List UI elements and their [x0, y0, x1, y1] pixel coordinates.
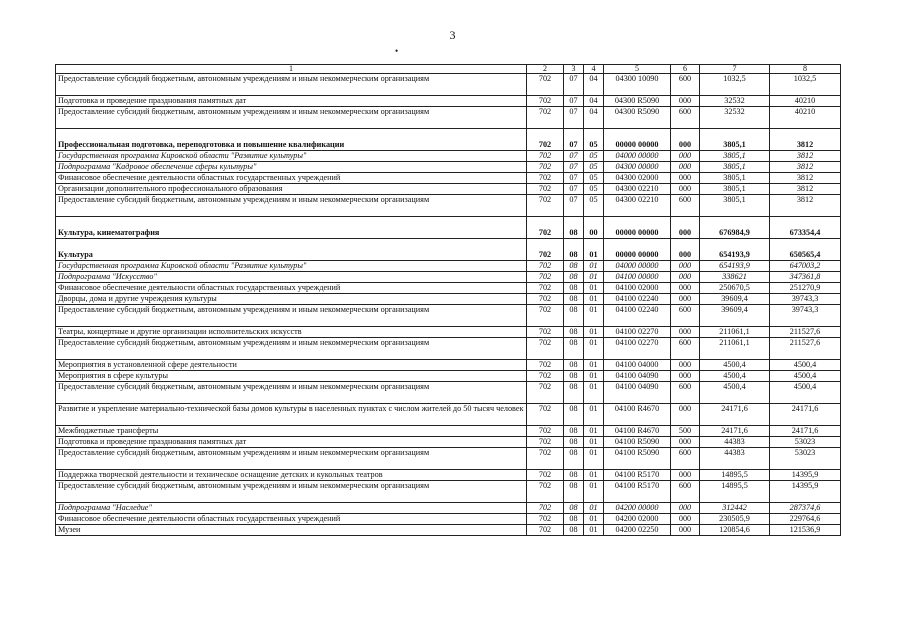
row-name: Музеи: [56, 525, 527, 536]
cell-ministry: 702: [527, 184, 564, 195]
cell-ministry: 702: [527, 173, 564, 184]
cell-expense-type: 600: [671, 382, 700, 404]
cell-target-article: 04100 02270: [604, 327, 671, 338]
row-name: Предоставление субсидий бюджетным, автономным учреждениям и иным некоммерческим организациям: [56, 382, 527, 404]
cell-target-article: 04100 04000: [604, 360, 671, 371]
cell-amount-year1: 44383: [700, 448, 770, 470]
cell-ministry: 702: [527, 283, 564, 294]
table-row: [56, 217, 841, 239]
row-name: Культура, кинематография: [56, 217, 527, 239]
cell-target-article: 04000 00000: [604, 261, 671, 272]
cell-amount-year1: 3805,1: [700, 173, 770, 184]
cell-ministry: 702: [527, 239, 564, 261]
cell-ministry: 702: [527, 503, 564, 514]
cell-ministry: 702: [527, 327, 564, 338]
cell-subsection: 01: [584, 239, 604, 261]
row-name: Предоставление субсидий бюджетным, автономным учреждениям и иным некоммерческим организациям: [56, 448, 527, 470]
cell-amount-year1: 3805,1: [700, 184, 770, 195]
cell-ministry: 702: [527, 525, 564, 536]
cell-ministry: 702: [527, 217, 564, 239]
cell-amount-year2: 229764,6: [770, 514, 841, 525]
cell-amount-year2: 121536,9: [770, 525, 841, 536]
row-name: Подпрограмма "Кадровое обеспечение сферы культуры": [56, 162, 527, 173]
cell-subsection: 01: [584, 470, 604, 481]
cell-target-article: 00000 00000: [604, 129, 671, 151]
table-row: [56, 338, 841, 360]
cell-amount-year2: 4500,4: [770, 360, 841, 371]
cell-section: 08: [564, 272, 584, 283]
cell-target-article: 04100 02000: [604, 283, 671, 294]
table-row: [56, 360, 841, 371]
cell-section: 08: [564, 448, 584, 470]
cell-expense-type: 600: [671, 338, 700, 360]
cell-target-article: 04100 00000: [604, 272, 671, 283]
cell-target-article: 04100 02240: [604, 305, 671, 327]
cell-ministry: 702: [527, 382, 564, 404]
header-cell: 5: [604, 65, 671, 74]
cell-subsection: 05: [584, 173, 604, 184]
cell-target-article: 04300 10090: [604, 74, 671, 96]
cell-expense-type: 000: [671, 404, 700, 426]
cell-expense-type: 000: [671, 503, 700, 514]
cell-subsection: 04: [584, 96, 604, 107]
cell-section: 08: [564, 382, 584, 404]
cell-section: 08: [564, 371, 584, 382]
cell-target-article: 00000 00000: [604, 239, 671, 261]
cell-expense-type: 000: [671, 96, 700, 107]
cell-target-article: 04300 R5090: [604, 107, 671, 129]
table-row: [56, 481, 841, 503]
cell-amount-year2: 251270,9: [770, 283, 841, 294]
cell-subsection: 01: [584, 503, 604, 514]
table-row: [56, 503, 841, 514]
page-number: 3: [449, 28, 456, 42]
cell-amount-year1: 654193,9: [700, 261, 770, 272]
cell-section: 07: [564, 129, 584, 151]
budget-table: [55, 64, 841, 536]
cell-amount-year2: 40210: [770, 96, 841, 107]
cell-target-article: 00000 00000: [604, 217, 671, 239]
table-row: [56, 283, 841, 294]
cell-amount-year1: 654193,9: [700, 239, 770, 261]
table-row: [56, 327, 841, 338]
cell-target-article: 04100 R5090: [604, 437, 671, 448]
cell-subsection: 01: [584, 382, 604, 404]
row-name: Мероприятия в установленной сфере деятельности: [56, 360, 527, 371]
cell-section: 07: [564, 74, 584, 96]
cell-target-article: 04100 02270: [604, 338, 671, 360]
cell-subsection: 01: [584, 272, 604, 283]
cell-ministry: 702: [527, 404, 564, 426]
cell-amount-year2: 3812: [770, 129, 841, 151]
cell-amount-year1: 44383: [700, 437, 770, 448]
cell-subsection: 05: [584, 162, 604, 173]
cell-amount-year1: 4500,4: [700, 382, 770, 404]
cell-amount-year1: 32532: [700, 96, 770, 107]
table-row: [56, 74, 841, 96]
cell-section: 08: [564, 481, 584, 503]
cell-target-article: 04300 00000: [604, 162, 671, 173]
cell-section: 08: [564, 305, 584, 327]
cell-expense-type: 600: [671, 448, 700, 470]
cell-expense-type: 000: [671, 184, 700, 195]
cell-amount-year2: 53023: [770, 437, 841, 448]
cell-amount-year1: 3805,1: [700, 151, 770, 162]
cell-target-article: 04100 04090: [604, 382, 671, 404]
cell-amount-year1: 24171,6: [700, 404, 770, 426]
cell-amount-year2: 14395,9: [770, 470, 841, 481]
cell-ministry: 702: [527, 426, 564, 437]
cell-amount-year2: 53023: [770, 448, 841, 470]
cell-expense-type: 000: [671, 151, 700, 162]
cell-target-article: 04100 R4670: [604, 404, 671, 426]
cell-ministry: 702: [527, 437, 564, 448]
cell-section: 08: [564, 283, 584, 294]
row-name: Предоставление субсидий бюджетным, автономным учреждениям и иным некоммерческим организациям: [56, 481, 527, 503]
cell-amount-year1: 1032,5: [700, 74, 770, 96]
cell-section: 08: [564, 327, 584, 338]
cell-amount-year2: 3812: [770, 173, 841, 184]
cell-target-article: 04300 02210: [604, 195, 671, 217]
cell-subsection: 05: [584, 184, 604, 195]
table-row: [56, 470, 841, 481]
cell-section: 07: [564, 107, 584, 129]
cell-ministry: 702: [527, 371, 564, 382]
cell-expense-type: 000: [671, 327, 700, 338]
cell-expense-type: 000: [671, 437, 700, 448]
cell-amount-year2: 3812: [770, 195, 841, 217]
cell-section: 07: [564, 195, 584, 217]
cell-expense-type: 000: [671, 217, 700, 239]
cell-subsection: 04: [584, 107, 604, 129]
cell-subsection: 01: [584, 294, 604, 305]
cell-amount-year2: 24171,6: [770, 426, 841, 437]
header-cell: 1: [56, 65, 527, 74]
cell-expense-type: 000: [671, 239, 700, 261]
cell-amount-year2: 3812: [770, 184, 841, 195]
cell-expense-type: 600: [671, 74, 700, 96]
cell-subsection: 01: [584, 327, 604, 338]
cell-target-article: 04300 02210: [604, 184, 671, 195]
cell-ministry: 702: [527, 96, 564, 107]
cell-amount-year1: 312442: [700, 503, 770, 514]
cell-amount-year2: 4500,4: [770, 371, 841, 382]
cell-ministry: 702: [527, 448, 564, 470]
table-row: [56, 239, 841, 261]
cell-amount-year1: 39609,4: [700, 305, 770, 327]
table-row: [56, 294, 841, 305]
table-row: [56, 305, 841, 327]
cell-section: 07: [564, 173, 584, 184]
cell-expense-type: 000: [671, 360, 700, 371]
row-name: Культура: [56, 239, 527, 261]
cell-target-article: 04100 R5170: [604, 470, 671, 481]
cell-expense-type: 000: [671, 162, 700, 173]
header-cell: 6: [671, 65, 700, 74]
cell-expense-type: 500: [671, 426, 700, 437]
cell-amount-year2: 39743,3: [770, 294, 841, 305]
cell-amount-year1: 250670,5: [700, 283, 770, 294]
row-name: Межбюджетные трансферты: [56, 426, 527, 437]
cell-amount-year1: 3805,1: [700, 129, 770, 151]
cell-amount-year1: 3805,1: [700, 195, 770, 217]
table-row: [56, 514, 841, 525]
cell-expense-type: 600: [671, 195, 700, 217]
row-name: Подпрограмма "Наследие": [56, 503, 527, 514]
cell-amount-year2: 24171,6: [770, 404, 841, 426]
cell-amount-year1: 14895,5: [700, 470, 770, 481]
cell-ministry: 702: [527, 261, 564, 272]
cell-section: 07: [564, 162, 584, 173]
cell-target-article: 04200 02250: [604, 525, 671, 536]
cell-subsection: 01: [584, 371, 604, 382]
cell-subsection: 01: [584, 360, 604, 371]
cell-subsection: 01: [584, 525, 604, 536]
table-row: [56, 272, 841, 283]
cell-expense-type: 600: [671, 481, 700, 503]
row-name: Подготовка и проведение празднования памятных дат: [56, 437, 527, 448]
table-body: [56, 74, 841, 536]
cell-expense-type: 000: [671, 294, 700, 305]
cell-subsection: 05: [584, 195, 604, 217]
row-name: Поддержка творческой деятельности и техническое оснащение детских и кукольных театров: [56, 470, 527, 481]
row-name: Мероприятия в сфере культуры: [56, 371, 527, 382]
cell-ministry: 702: [527, 305, 564, 327]
cell-section: 08: [564, 360, 584, 371]
table-row: [56, 448, 841, 470]
cell-ministry: 702: [527, 195, 564, 217]
row-name: Предоставление субсидий бюджетным, автономным учреждениям и иным некоммерческим организациям: [56, 107, 527, 129]
table-row: [56, 107, 841, 129]
cell-amount-year2: 3812: [770, 151, 841, 162]
table-row: [56, 525, 841, 536]
cell-section: 07: [564, 184, 584, 195]
row-name: Подготовка и проведение празднования памятных дат: [56, 96, 527, 107]
table-row: [56, 404, 841, 426]
cell-subsection: 01: [584, 261, 604, 272]
cell-ministry: 702: [527, 481, 564, 503]
cell-amount-year1: 4500,4: [700, 360, 770, 371]
cell-section: 07: [564, 96, 584, 107]
cell-section: 08: [564, 217, 584, 239]
cell-amount-year2: 647003,2: [770, 261, 841, 272]
cell-amount-year1: 211061,1: [700, 338, 770, 360]
cell-ministry: 702: [527, 129, 564, 151]
cell-ministry: 702: [527, 338, 564, 360]
cell-target-article: 04200 02000: [604, 514, 671, 525]
header-cell: 4: [584, 65, 604, 74]
cell-expense-type: 000: [671, 272, 700, 283]
table-row: [56, 162, 841, 173]
cell-section: 08: [564, 470, 584, 481]
cell-subsection: 01: [584, 481, 604, 503]
cell-subsection: 00: [584, 217, 604, 239]
row-name: Финансовое обеспечение деятельности областных государственных учреждений: [56, 173, 527, 184]
table-row: [56, 195, 841, 217]
cell-ministry: 702: [527, 294, 564, 305]
cell-amount-year1: 14895,5: [700, 481, 770, 503]
cell-section: 08: [564, 437, 584, 448]
cell-ministry: 702: [527, 107, 564, 129]
cell-section: 08: [564, 404, 584, 426]
cell-target-article: 04100 04090: [604, 371, 671, 382]
cell-section: 08: [564, 514, 584, 525]
cell-amount-year2: 211527,6: [770, 338, 841, 360]
cell-amount-year2: 3812: [770, 162, 841, 173]
cell-subsection: 01: [584, 305, 604, 327]
cell-target-article: 04000 00000: [604, 151, 671, 162]
cell-expense-type: 000: [671, 261, 700, 272]
row-name: Предоставление субсидий бюджетным, автономным учреждениям и иным некоммерческим организациям: [56, 74, 527, 96]
cell-ministry: 702: [527, 470, 564, 481]
scan-mark: •: [395, 46, 399, 56]
cell-amount-year2: 211527,6: [770, 327, 841, 338]
cell-target-article: 04100 02240: [604, 294, 671, 305]
table-row: [56, 426, 841, 437]
header-row: [56, 65, 841, 74]
cell-expense-type: 000: [671, 129, 700, 151]
cell-expense-type: 000: [671, 470, 700, 481]
cell-target-article: 04300 R5090: [604, 96, 671, 107]
cell-subsection: 01: [584, 404, 604, 426]
cell-subsection: 01: [584, 448, 604, 470]
row-name: Государственная программа Кировской области "Развитие культуры": [56, 261, 527, 272]
cell-section: 08: [564, 294, 584, 305]
cell-amount-year1: 4500,4: [700, 371, 770, 382]
row-name: Государственная программа Кировской области "Развитие культуры": [56, 151, 527, 162]
row-name: Дворцы, дома и другие учреждения культуры: [56, 294, 527, 305]
table-row: [56, 184, 841, 195]
cell-expense-type: 000: [671, 525, 700, 536]
cell-section: 08: [564, 503, 584, 514]
table-row: [56, 151, 841, 162]
cell-amount-year1: 39609,4: [700, 294, 770, 305]
cell-subsection: 05: [584, 151, 604, 162]
cell-subsection: 01: [584, 437, 604, 448]
cell-target-article: 04100 R5170: [604, 481, 671, 503]
cell-ministry: 702: [527, 74, 564, 96]
cell-amount-year2: 287374,6: [770, 503, 841, 514]
row-name: Финансовое обеспечение деятельности областных государственных учреждений: [56, 514, 527, 525]
row-name: Профессиональная подготовка, переподготовка и повышение квалификации: [56, 129, 527, 151]
row-name: Театры, концертные и другие организации исполнительских искусств: [56, 327, 527, 338]
cell-subsection: 01: [584, 426, 604, 437]
cell-ministry: 702: [527, 151, 564, 162]
cell-subsection: 01: [584, 514, 604, 525]
cell-section: 07: [564, 151, 584, 162]
cell-section: 08: [564, 239, 584, 261]
row-name: Предоставление субсидий бюджетным, автономным учреждениям и иным некоммерческим организациям: [56, 338, 527, 360]
cell-expense-type: 000: [671, 371, 700, 382]
cell-amount-year1: 3805,1: [700, 162, 770, 173]
cell-expense-type: 000: [671, 173, 700, 184]
header-cell: 2: [527, 65, 564, 74]
cell-amount-year2: 40210: [770, 107, 841, 129]
cell-amount-year2: 1032,5: [770, 74, 841, 96]
row-name: Организации дополнительного профессионального образования: [56, 184, 527, 195]
cell-expense-type: 600: [671, 305, 700, 327]
cell-amount-year2: 14395,9: [770, 481, 841, 503]
cell-section: 08: [564, 426, 584, 437]
row-name: Развитие и укрепление материально-технической базы домов культуры в населенных пунктах с числом жителей до 50 тысяч человек: [56, 404, 527, 426]
cell-ministry: 702: [527, 272, 564, 283]
cell-section: 08: [564, 338, 584, 360]
row-name: Предоставление субсидий бюджетным, автономным учреждениям и иным некоммерческим организациям: [56, 305, 527, 327]
cell-amount-year2: 4500,4: [770, 382, 841, 404]
cell-ministry: 702: [527, 514, 564, 525]
header-cell: 8: [770, 65, 841, 74]
header-cell: 3: [564, 65, 584, 74]
cell-ministry: 702: [527, 360, 564, 371]
cell-subsection: 04: [584, 74, 604, 96]
cell-subsection: 01: [584, 338, 604, 360]
cell-amount-year1: 24171,6: [700, 426, 770, 437]
cell-subsection: 05: [584, 129, 604, 151]
table-row: [56, 371, 841, 382]
cell-amount-year2: 39743,3: [770, 305, 841, 327]
cell-target-article: 04200 00000: [604, 503, 671, 514]
cell-expense-type: 600: [671, 107, 700, 129]
cell-target-article: 04100 R5090: [604, 448, 671, 470]
row-name: Подпрограмма "Искусство": [56, 272, 527, 283]
cell-amount-year1: 676984,9: [700, 217, 770, 239]
row-name: Предоставление субсидий бюджетным, автономным учреждениям и иным некоммерческим организациям: [56, 195, 527, 217]
cell-subsection: 01: [584, 283, 604, 294]
cell-expense-type: 000: [671, 283, 700, 294]
cell-amount-year1: 338621: [700, 272, 770, 283]
cell-ministry: 702: [527, 162, 564, 173]
cell-amount-year1: 230505,9: [700, 514, 770, 525]
table-row: [56, 382, 841, 404]
cell-amount-year1: 211061,1: [700, 327, 770, 338]
cell-expense-type: 000: [671, 514, 700, 525]
header-cell: 7: [700, 65, 770, 74]
row-name: Финансовое обеспечение деятельности областных государственных учреждений: [56, 283, 527, 294]
cell-amount-year2: 347361,8: [770, 272, 841, 283]
table-row: [56, 129, 841, 151]
cell-section: 08: [564, 261, 584, 272]
cell-target-article: 04300 02000: [604, 173, 671, 184]
cell-section: 08: [564, 525, 584, 536]
cell-target-article: 04100 R4670: [604, 426, 671, 437]
table-row: [56, 437, 841, 448]
cell-amount-year2: 673354,4: [770, 217, 841, 239]
table-row: [56, 261, 841, 272]
cell-amount-year1: 32532: [700, 107, 770, 129]
table-row: [56, 173, 841, 184]
cell-amount-year2: 650565,4: [770, 239, 841, 261]
table-row: [56, 96, 841, 107]
cell-amount-year1: 120854,6: [700, 525, 770, 536]
